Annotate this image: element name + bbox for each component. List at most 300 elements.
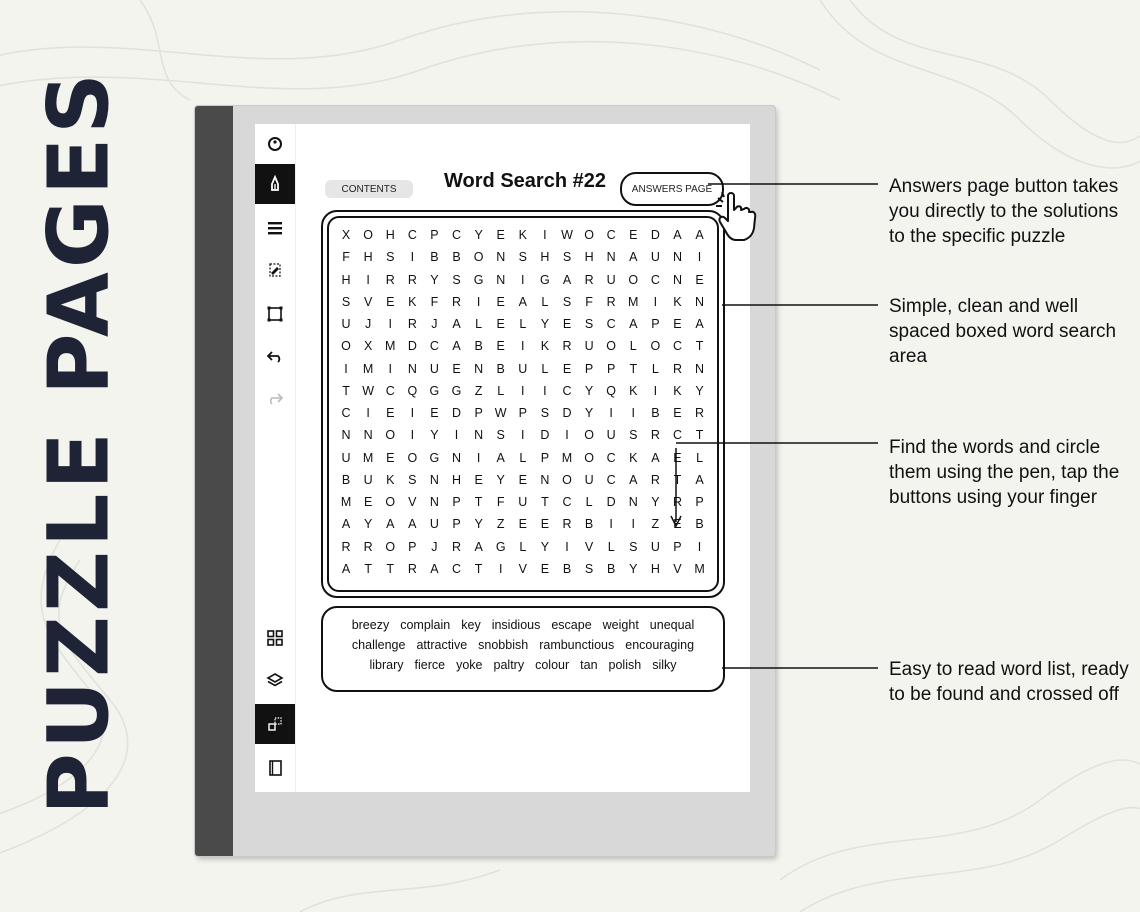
grid-letter[interactable]: E — [452, 361, 461, 376]
grid-row — [335, 491, 711, 513]
grid-letter[interactable]: E — [363, 495, 373, 509]
grid-letter[interactable]: Y — [695, 383, 704, 398]
grid-letter[interactable]: S — [452, 272, 461, 287]
grid-letter[interactable]: S — [562, 294, 572, 309]
grid-letter[interactable]: K — [629, 450, 638, 465]
grid-letter[interactable]: C — [606, 450, 616, 465]
grid-letter[interactable]: E — [386, 406, 395, 420]
grid-letter[interactable]: E — [496, 317, 505, 331]
grid-letter[interactable]: F — [342, 250, 350, 265]
callout-find-words: Find the words and circle them using the pen, tap the buttons using your finger — [889, 437, 1120, 508]
grid-letter[interactable]: N — [540, 472, 550, 487]
grid-letter[interactable]: C — [385, 383, 395, 398]
grid-letter[interactable]: L — [541, 361, 549, 376]
grid-letter[interactable]: H — [650, 561, 660, 576]
grid-letter[interactable]: Z — [651, 517, 660, 532]
grid-letter[interactable]: S — [408, 472, 417, 487]
grid-letter[interactable]: I — [521, 428, 525, 443]
grid-letter[interactable]: W — [494, 406, 507, 420]
grid-letter[interactable]: Y — [496, 472, 505, 487]
grid-letter[interactable]: S — [629, 539, 638, 554]
grid-letter[interactable]: E — [673, 517, 682, 532]
grid-letter[interactable]: A — [629, 250, 638, 265]
grid-letter[interactable]: G — [429, 450, 440, 465]
grid-letter[interactable]: L — [629, 339, 637, 354]
grid-letter[interactable]: C — [672, 339, 682, 354]
grid-letter[interactable]: N — [606, 250, 616, 265]
grid-letter[interactable]: S — [584, 317, 594, 331]
grid-letter[interactable]: C — [672, 428, 682, 443]
grid-letter[interactable]: S — [540, 406, 550, 420]
grid-letter[interactable]: T — [695, 339, 704, 354]
grid-letter[interactable]: L — [519, 539, 527, 554]
grid-letter[interactable]: I — [388, 361, 392, 376]
grid-letter[interactable]: K — [629, 383, 638, 398]
grid-letter[interactable]: O — [584, 228, 594, 242]
grid-letter[interactable]: N — [496, 250, 506, 265]
grid-letter[interactable]: K — [386, 472, 395, 487]
grid-letter[interactable]: S — [584, 561, 594, 576]
grid-letter[interactable]: A — [673, 228, 682, 242]
grid-letter[interactable]: A — [452, 317, 461, 331]
grid-letter[interactable]: H — [341, 272, 351, 287]
selection-icon[interactable] — [255, 294, 295, 334]
grid-letter[interactable]: R — [407, 272, 417, 287]
grid-letter[interactable]: G — [429, 383, 440, 398]
grid-letter[interactable]: D — [606, 495, 616, 509]
grid-letter[interactable]: B — [474, 339, 483, 354]
grid-letter[interactable]: K — [540, 339, 550, 354]
grid-letter[interactable]: L — [696, 450, 704, 465]
pen-tool-icon[interactable] — [255, 164, 295, 204]
grid-letter[interactable]: A — [518, 294, 527, 309]
grid-letter[interactable]: P — [452, 517, 461, 532]
tablet-screen — [255, 124, 750, 792]
grid-letter[interactable]: Q — [407, 383, 418, 398]
grid-letter[interactable]: K — [518, 228, 527, 242]
grid-letter[interactable]: O — [473, 250, 484, 265]
grid-letter[interactable]: R — [562, 517, 572, 532]
grid-letter[interactable]: O — [584, 450, 594, 465]
grid-letter[interactable]: Y — [474, 228, 483, 242]
grid-letter[interactable]: C — [429, 339, 439, 354]
grid-letter[interactable]: Y — [629, 561, 638, 576]
grid-letter[interactable]: F — [496, 495, 505, 509]
grid-letter[interactable]: N — [429, 495, 439, 509]
grid-letter[interactable]: C — [452, 228, 462, 242]
grid-letter[interactable]: B — [562, 561, 572, 576]
grid-letter[interactable]: S — [496, 428, 505, 443]
grid-letter[interactable]: I — [476, 294, 481, 309]
grid-letter[interactable]: F — [430, 294, 439, 309]
grid-letter[interactable]: A — [629, 317, 638, 331]
grid-letter[interactable]: T — [541, 495, 549, 509]
grid-row — [335, 536, 711, 558]
grid-letter[interactable]: A — [695, 228, 704, 242]
grid-letter[interactable]: O — [385, 539, 396, 554]
grid-letter[interactable]: L — [519, 450, 527, 465]
grid-letter[interactable]: C — [452, 561, 462, 576]
grid-letter[interactable]: U — [518, 495, 528, 509]
grid-letter[interactable]: A — [474, 539, 483, 554]
grid-letter[interactable]: W — [362, 383, 375, 398]
grid-letter[interactable]: C — [407, 228, 417, 242]
grid-letter[interactable]: R — [452, 539, 462, 554]
grid-letter[interactable]: R — [341, 539, 351, 554]
grid-letter[interactable]: R — [672, 361, 682, 376]
grid-letter[interactable]: V — [408, 495, 417, 509]
grid-letter[interactable]: S — [629, 428, 638, 443]
grid-letter[interactable]: H — [584, 250, 594, 265]
grid-letter[interactable]: A — [651, 450, 660, 465]
grid-letter[interactable]: T — [474, 561, 483, 576]
grid-letter[interactable]: X — [363, 339, 373, 354]
grid-letter[interactable]: L — [541, 294, 549, 309]
grid-letter[interactable]: U — [606, 428, 616, 443]
grid-letter[interactable]: L — [607, 539, 615, 554]
grid-letter[interactable]: B — [651, 406, 660, 420]
grid-letter[interactable]: N — [452, 450, 462, 465]
grid-letter[interactable]: L — [519, 317, 527, 331]
grid-letter[interactable]: P — [430, 228, 439, 242]
grid-row — [335, 335, 711, 357]
grid-letter[interactable]: I — [476, 450, 481, 465]
grid-letter[interactable]: E — [386, 294, 395, 309]
grid-letter[interactable]: K — [673, 383, 682, 398]
grid-letter[interactable]: E — [673, 317, 682, 331]
grid-letter[interactable]: V — [518, 561, 527, 576]
grid-letter[interactable]: R — [650, 428, 660, 443]
grid-letter[interactable]: S — [341, 294, 351, 309]
grid-letter[interactable]: H — [363, 250, 373, 265]
grid-letter[interactable]: T — [386, 561, 395, 576]
grid-letter[interactable]: U — [363, 472, 373, 487]
grid-letter[interactable]: Y — [651, 495, 660, 509]
grid-letter[interactable]: A — [386, 517, 395, 532]
grid-letter[interactable]: D — [407, 339, 417, 354]
word-list-row — [323, 618, 723, 638]
grid-letter[interactable]: A — [496, 450, 505, 465]
grid-letter[interactable]: Z — [496, 517, 505, 532]
grid-letter[interactable]: L — [585, 495, 593, 509]
grid-letter[interactable]: M — [561, 450, 573, 465]
grid-letter[interactable]: O — [562, 472, 572, 487]
grid-letter[interactable]: E — [695, 272, 704, 287]
grid-letter[interactable]: O — [628, 272, 639, 287]
grid-letter[interactable]: P — [518, 406, 527, 420]
grid-letter[interactable]: A — [341, 561, 351, 576]
grid-letter[interactable]: I — [631, 406, 635, 420]
grid-letter[interactable]: L — [475, 317, 483, 331]
answers-button-label: ANSWERS PAGE — [631, 183, 713, 195]
grid-letter[interactable]: R — [584, 272, 594, 287]
grid-letter[interactable]: M — [385, 339, 396, 354]
grid-letter[interactable]: V — [584, 539, 594, 554]
grid-letter[interactable]: E — [496, 339, 505, 354]
grid-letter[interactable]: I — [521, 339, 525, 354]
grid-letter[interactable]: E — [386, 450, 395, 465]
grid-letter[interactable]: B — [341, 472, 351, 487]
grid-letter[interactable]: E — [518, 472, 527, 487]
grid-letter[interactable]: D — [562, 406, 572, 420]
grid-letter[interactable]: I — [697, 539, 702, 554]
grid-letter[interactable]: U — [341, 450, 351, 465]
word-list-item: encouraging — [625, 638, 695, 652]
grid-letter[interactable]: A — [341, 517, 351, 532]
grid-letter[interactable]: L — [497, 383, 505, 398]
grid-letter[interactable]: C — [606, 472, 616, 487]
grid-letter[interactable]: T — [364, 561, 372, 576]
menu-toggle-icon[interactable] — [255, 124, 295, 164]
grid-letter[interactable]: B — [584, 517, 594, 532]
grid-letter[interactable]: B — [695, 517, 704, 532]
grid-letter[interactable]: U — [650, 539, 660, 554]
grid-letter[interactable]: K — [673, 294, 682, 309]
layers-icon[interactable] — [255, 660, 295, 700]
grid-letter[interactable]: O — [385, 495, 396, 509]
grid-letter[interactable]: E — [540, 517, 550, 532]
grid-letter[interactable]: L — [651, 361, 659, 376]
grid-letter[interactable]: Y — [430, 272, 439, 287]
grid-letter[interactable]: S — [562, 250, 572, 265]
grid-view-icon[interactable] — [255, 618, 295, 658]
grid-letter[interactable]: A — [562, 272, 572, 287]
grid-letter[interactable]: E — [496, 228, 505, 242]
grid-letter[interactable]: G — [495, 539, 506, 554]
grid-letter[interactable]: D — [650, 228, 660, 242]
grid-letter[interactable]: B — [452, 250, 461, 265]
grid-letter[interactable]: N — [672, 272, 682, 287]
grid-letter[interactable]: D — [540, 428, 550, 443]
grid-letter[interactable]: S — [518, 250, 527, 265]
grid-letter[interactable]: I — [653, 294, 658, 309]
grid-letter[interactable]: C — [341, 406, 351, 420]
grid-letter[interactable]: B — [430, 250, 439, 265]
grid-letter[interactable]: E — [474, 472, 483, 487]
grid-letter[interactable]: I — [521, 383, 525, 398]
grid-letter[interactable]: O — [363, 228, 373, 242]
grid-letter[interactable]: M — [628, 294, 639, 309]
grid-letter[interactable]: I — [410, 428, 415, 443]
puzzle-title: Word Search #22 — [444, 170, 606, 192]
grid-letter[interactable]: E — [673, 406, 682, 420]
grid-letter[interactable]: N — [474, 428, 484, 443]
grid-letter[interactable]: A — [452, 339, 461, 354]
grid-letter[interactable]: P — [695, 495, 704, 509]
grid-letter[interactable]: Y — [584, 406, 594, 420]
grid-letter[interactable]: I — [565, 428, 569, 443]
grid-letter[interactable]: A — [695, 472, 704, 487]
grid-letter[interactable]: Y — [363, 517, 373, 532]
grid-letter[interactable]: H — [452, 472, 462, 487]
word-list-item: fierce — [414, 658, 446, 672]
answers-page-button[interactable] — [620, 172, 724, 206]
grid-letter[interactable]: I — [543, 228, 547, 242]
grid-letter[interactable]: I — [366, 272, 370, 287]
word-list-item: colour — [535, 658, 570, 672]
notebook-icon[interactable] — [255, 748, 295, 788]
grid-letter[interactable]: G — [473, 272, 484, 287]
grid-letter[interactable]: N — [429, 472, 439, 487]
grid-letter[interactable]: O — [650, 339, 661, 354]
grid-letter[interactable]: R — [385, 272, 395, 287]
grid-letter[interactable]: T — [474, 495, 483, 509]
grid-letter[interactable]: O — [584, 428, 594, 443]
grid-letter[interactable]: C — [562, 495, 572, 509]
grid-letter[interactable]: P — [540, 450, 550, 465]
grid-letter[interactable]: I — [410, 406, 415, 420]
grid-letter[interactable]: X — [341, 228, 351, 242]
grid-letter[interactable]: I — [521, 272, 525, 287]
grid-letter[interactable]: C — [650, 272, 660, 287]
grid-letter[interactable]: A — [408, 517, 417, 532]
grid-letter[interactable]: Y — [584, 383, 594, 398]
word-search-grid[interactable] — [335, 224, 711, 580]
grid-letter[interactable]: I — [543, 383, 547, 398]
word-list-item: unequal — [649, 618, 695, 632]
grid-letter[interactable]: A — [430, 561, 439, 576]
grid-letter[interactable]: O — [407, 450, 418, 465]
grid-letter[interactable]: I — [697, 250, 702, 265]
grid-letter[interactable]: I — [498, 561, 503, 576]
grid-letter[interactable]: Y — [540, 539, 550, 554]
grid-letter[interactable]: Y — [474, 517, 483, 532]
grid-letter[interactable]: V — [673, 561, 682, 576]
grid-letter[interactable]: U — [429, 361, 439, 376]
grid-letter[interactable]: G — [540, 272, 550, 287]
template-icon[interactable] — [255, 704, 295, 744]
grid-letter[interactable]: U — [606, 272, 616, 287]
grid-letter[interactable]: U — [341, 317, 351, 331]
grid-letter[interactable]: R — [695, 406, 705, 420]
grid-letter[interactable]: I — [366, 406, 370, 420]
grid-letter[interactable]: N — [695, 361, 705, 376]
grid-letter[interactable]: A — [695, 317, 704, 331]
word-list-item: weight — [602, 618, 639, 632]
grid-letter[interactable]: C — [606, 317, 616, 331]
grid-letter[interactable]: P — [607, 361, 616, 376]
grid-letter[interactable]: R — [650, 472, 660, 487]
grid-letter[interactable]: I — [609, 517, 613, 532]
grid-letter[interactable]: D — [452, 406, 462, 420]
grid-letter[interactable]: P — [474, 406, 483, 420]
grid-letter[interactable]: T — [629, 361, 638, 376]
grid-letter[interactable]: I — [410, 250, 415, 265]
grid-letter[interactable]: U — [650, 250, 660, 265]
grid-letter[interactable]: I — [344, 361, 348, 376]
grid-letter[interactable]: I — [388, 317, 392, 331]
grid-letter[interactable]: K — [408, 294, 417, 309]
grid-letter[interactable]: T — [673, 472, 682, 487]
grid-letter[interactable]: T — [342, 383, 350, 398]
grid-letter[interactable]: I — [653, 383, 658, 398]
grid-letter[interactable]: W — [561, 228, 573, 242]
grid-letter[interactable]: A — [629, 472, 638, 487]
grid-letter[interactable]: C — [562, 383, 572, 398]
grid-letter[interactable]: P — [408, 539, 417, 554]
grid-letter[interactable]: E — [562, 317, 572, 331]
grid-letter[interactable]: E — [673, 450, 682, 465]
grid-letter[interactable]: Q — [606, 383, 617, 398]
grid-letter[interactable]: H — [540, 250, 550, 265]
grid-letter[interactable]: U — [584, 472, 594, 487]
grid-letter[interactable]: E — [540, 561, 550, 576]
grid-letter[interactable]: P — [651, 317, 660, 331]
grid-letter[interactable]: B — [496, 361, 505, 376]
grid-letter[interactable]: C — [606, 228, 616, 242]
grid-letter[interactable]: P — [673, 539, 682, 554]
grid-letter[interactable]: G — [451, 383, 462, 398]
grid-letter[interactable]: U — [429, 517, 439, 532]
grid-letter[interactable]: E — [496, 294, 505, 309]
grid-letter[interactable]: O — [606, 339, 617, 354]
grid-letter[interactable]: R — [672, 495, 682, 509]
grid-letter[interactable]: E — [518, 517, 527, 532]
grid-letter[interactable]: J — [365, 317, 372, 331]
grid-letter[interactable]: M — [340, 495, 352, 509]
grid-letter[interactable]: R — [363, 539, 373, 554]
grid-letter[interactable]: N — [496, 272, 506, 287]
grid-letter[interactable]: H — [385, 228, 395, 242]
grid-letter[interactable]: M — [362, 361, 374, 376]
grid-letter[interactable]: O — [385, 428, 396, 443]
grid-letter[interactable]: N — [474, 361, 484, 376]
grid-letter[interactable]: R — [452, 294, 462, 309]
grid-letter[interactable]: T — [695, 428, 704, 443]
grid-letter[interactable]: N — [695, 294, 705, 309]
grid-letter[interactable]: M — [694, 561, 705, 576]
grid-letter[interactable]: N — [628, 495, 638, 509]
grid-letter[interactable]: V — [363, 294, 373, 309]
grid-letter[interactable]: O — [341, 339, 351, 354]
grid-letter[interactable]: Z — [474, 383, 483, 398]
grid-letter[interactable]: E — [629, 228, 638, 242]
grid-letter[interactable]: R — [407, 561, 417, 576]
grid-letter[interactable]: U — [518, 361, 528, 376]
grid-letter[interactable]: B — [607, 561, 616, 576]
grid-letter[interactable]: J — [431, 539, 438, 554]
undo-icon[interactable] — [255, 336, 295, 376]
grid-letter[interactable]: I — [609, 406, 613, 420]
grid-letter[interactable]: N — [363, 428, 373, 443]
grid-letter[interactable]: I — [454, 428, 459, 443]
grid-letter[interactable]: N — [341, 428, 351, 443]
grid-letter[interactable]: E — [430, 406, 439, 420]
grid-letter[interactable]: P — [452, 495, 461, 509]
grid-letter[interactable]: R — [407, 317, 417, 331]
grid-letter[interactable]: I — [565, 539, 569, 554]
word-list-box — [321, 606, 725, 692]
grid-letter[interactable]: I — [631, 517, 635, 532]
grid-letter[interactable]: N — [672, 250, 682, 265]
grid-letter[interactable]: S — [386, 250, 395, 265]
grid-letter[interactable]: M — [362, 450, 374, 465]
grid-letter[interactable]: Y — [540, 317, 550, 331]
grid-letter[interactable]: R — [606, 294, 616, 309]
grid-letter[interactable]: Y — [430, 428, 439, 443]
grid-letter[interactable]: E — [562, 361, 572, 376]
grid-letter[interactable]: F — [585, 294, 593, 309]
grid-letter[interactable]: R — [562, 339, 572, 354]
redo-icon[interactable] — [255, 378, 295, 418]
contents-button[interactable] — [325, 180, 413, 198]
grid-letter[interactable]: U — [584, 339, 594, 354]
eraser-icon[interactable] — [255, 250, 295, 290]
lines-icon[interactable] — [255, 208, 295, 248]
grid-letter[interactable]: J — [431, 317, 438, 331]
grid-letter[interactable]: P — [584, 361, 594, 376]
grid-letter[interactable]: N — [407, 361, 417, 376]
